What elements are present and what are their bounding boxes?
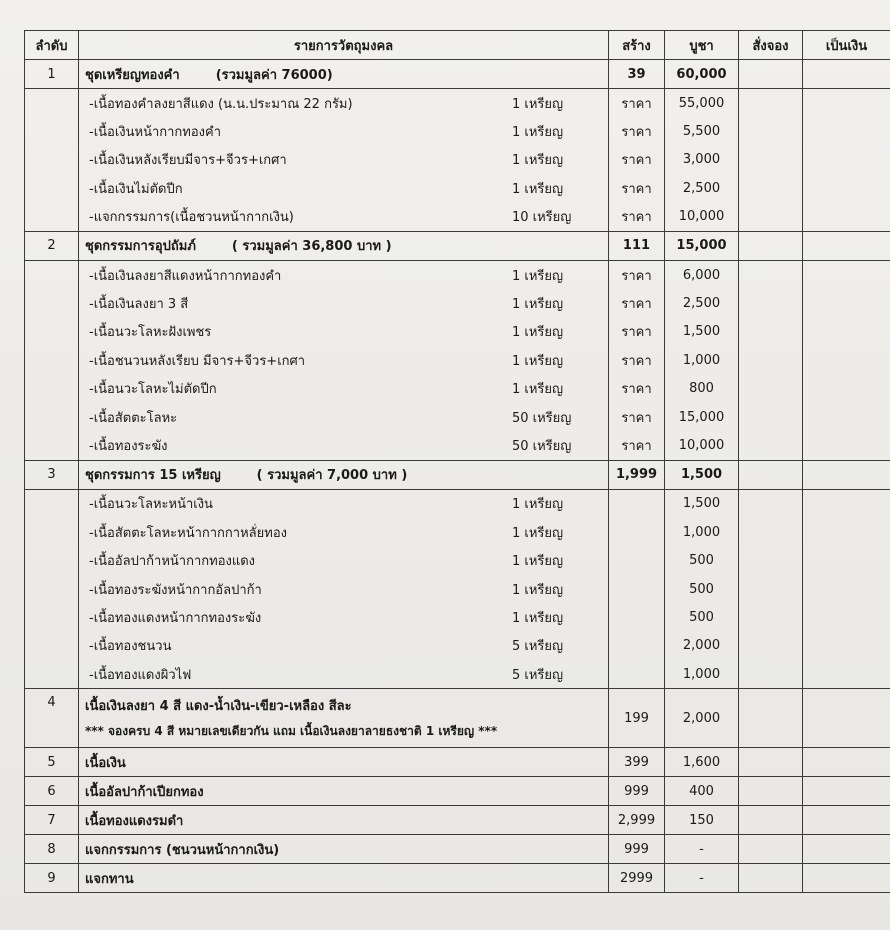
- empty-seq: [25, 117, 79, 145]
- item-wrap: [85, 435, 602, 456]
- item-wrap: [85, 321, 602, 342]
- table-row: [25, 260, 890, 289]
- row-made: 399: [609, 748, 665, 777]
- item-name: -เนื้ออัลปาก้าหน้ากากทองแดง: [89, 554, 256, 570]
- table-row: [25, 117, 890, 145]
- item-qty: 1 เหรียญ: [512, 96, 564, 112]
- table-row: [25, 575, 890, 603]
- row-number: 6: [25, 777, 79, 806]
- item-wrap: [85, 350, 602, 371]
- table-row: [25, 835, 890, 864]
- set-total-note: ( รวมมูลค่า 7,000 บาท ): [256, 468, 408, 484]
- item-price: 15,000: [665, 403, 739, 431]
- header-items: รายการวัตถุมงคล: [79, 31, 609, 60]
- item-cell: [79, 174, 609, 202]
- row-price: 1,600: [665, 748, 739, 777]
- item-wrap: [85, 121, 602, 142]
- item-wrap: [85, 522, 602, 543]
- row-price: 400: [665, 777, 739, 806]
- amount-cell: [803, 518, 890, 546]
- amount-cell: [803, 146, 890, 174]
- item-name: -เนื้อทองคำลงยาสีแดง (น.น.ประมาณ 22 กรัม): [89, 96, 353, 112]
- item-price-label: [609, 603, 665, 631]
- item-cell: [79, 403, 609, 431]
- empty-seq: [25, 603, 79, 631]
- amount-cell: [803, 575, 890, 603]
- row-title: เนื้อเงิน: [85, 755, 126, 771]
- amount-cell: [803, 289, 890, 317]
- reserve-cell: [739, 231, 803, 260]
- reserve-cell: [739, 146, 803, 174]
- item-price: 1,500: [665, 489, 739, 518]
- item-cell: [79, 146, 609, 174]
- item-qty: 1 เหรียญ: [512, 353, 564, 369]
- set-title-cell: [79, 460, 609, 489]
- reserve-cell: [739, 260, 803, 289]
- item-price-label: ราคา: [609, 146, 665, 174]
- reserve-cell: [739, 346, 803, 374]
- amount-cell: [803, 431, 890, 460]
- amount-cell: [803, 346, 890, 374]
- set-price: 1,500: [665, 460, 739, 489]
- row-title-cell: [79, 777, 609, 806]
- item-price: 10,000: [665, 203, 739, 232]
- item-cell: [79, 203, 609, 232]
- row-made: 2999: [609, 864, 665, 893]
- item-wrap: [85, 579, 602, 600]
- amount-cell: [803, 748, 890, 777]
- item-price-label: ราคา: [609, 89, 665, 118]
- reserve-cell: [739, 318, 803, 346]
- reserve-cell: [739, 632, 803, 660]
- item-wrap: [85, 265, 602, 286]
- item-price-label: ราคา: [609, 203, 665, 232]
- reserve-cell: [739, 203, 803, 232]
- empty-seq: [25, 660, 79, 689]
- item-price-label: [609, 660, 665, 689]
- item-name: -เนื้อเงินหลังเรียบมีจาร+จีวร+เกศา: [89, 153, 287, 169]
- amount-cell: [803, 546, 890, 574]
- table-row: [25, 289, 890, 317]
- amount-cell: [803, 806, 890, 835]
- reserve-cell: [739, 689, 803, 748]
- reserve-cell: [739, 748, 803, 777]
- reserve-cell: [739, 174, 803, 202]
- item-qty: 1 เหรียญ: [512, 297, 564, 313]
- empty-seq: [25, 518, 79, 546]
- item-price: 5,500: [665, 117, 739, 145]
- item-price: 1,000: [665, 660, 739, 689]
- row-title: แจกกรรมการ (ชนวนหน้ากากเงิน): [85, 842, 280, 858]
- set-price: 60,000: [665, 60, 739, 89]
- reserve-cell: [739, 117, 803, 145]
- item-qty: 1 เหรียญ: [512, 125, 564, 141]
- item-name: -เนื้อเงินลงยา 3 สี: [89, 297, 189, 313]
- header-made: สร้าง: [609, 31, 665, 60]
- amount-cell: [803, 375, 890, 403]
- amount-cell: [803, 864, 890, 893]
- item-cell: [79, 489, 609, 518]
- set-made: 111: [609, 231, 665, 260]
- reserve-cell: [739, 289, 803, 317]
- item-wrap: [85, 93, 602, 114]
- item-cell: [79, 375, 609, 403]
- row-made: 2,999: [609, 806, 665, 835]
- table-header-row: [25, 31, 890, 60]
- row-made: 999: [609, 835, 665, 864]
- amount-cell: [803, 231, 890, 260]
- empty-seq: [25, 375, 79, 403]
- item-name: -เนื้อทองระฆังหน้ากากอัลปาก้า: [89, 582, 262, 598]
- set-title-cell: [79, 60, 609, 89]
- amount-cell: [803, 603, 890, 631]
- item-name: -เนื้อเงินไม่ตัดปีก: [89, 181, 183, 197]
- row-note: *** จองครบ 4 สี หมายเลขเดียวกัน แถม เนื้อเงินลงยาลายธงชาติ 1 เหรียญ ***: [85, 724, 498, 739]
- table-row: [25, 489, 890, 518]
- item-wrap: [85, 149, 602, 170]
- amount-cell: [803, 460, 890, 489]
- empty-seq: [25, 431, 79, 460]
- item-name: -เนื้อทองระฆัง: [89, 438, 168, 454]
- item-price: 1,500: [665, 318, 739, 346]
- reserve-cell: [739, 489, 803, 518]
- empty-seq: [25, 575, 79, 603]
- item-cell: [79, 89, 609, 118]
- item-price: 500: [665, 603, 739, 631]
- set-price: 15,000: [665, 231, 739, 260]
- empty-seq: [25, 346, 79, 374]
- amount-cell: [803, 777, 890, 806]
- table-row: [25, 403, 890, 431]
- item-price: 500: [665, 546, 739, 574]
- item-price-label: ราคา: [609, 403, 665, 431]
- item-qty: 1 เหรียญ: [512, 181, 564, 197]
- item-price-label: ราคา: [609, 318, 665, 346]
- table-row: [25, 518, 890, 546]
- reserve-cell: [739, 546, 803, 574]
- item-cell: [79, 260, 609, 289]
- amount-cell: [803, 489, 890, 518]
- reserve-cell: [739, 431, 803, 460]
- item-cell: [79, 117, 609, 145]
- reserve-cell: [739, 777, 803, 806]
- empty-seq: [25, 632, 79, 660]
- item-price-label: ราคา: [609, 375, 665, 403]
- table-row: [25, 806, 890, 835]
- table-row: [25, 318, 890, 346]
- item-price-label: ราคา: [609, 346, 665, 374]
- item-cell: [79, 289, 609, 317]
- item-cell: [79, 603, 609, 631]
- set-title: ชุดกรรมการ 15 เหรียญ: [85, 468, 221, 484]
- item-wrap: [85, 664, 602, 685]
- item-name: -เนื้อสัตตะโลหะ: [89, 410, 178, 426]
- item-price-label: [609, 489, 665, 518]
- reserve-cell: [739, 375, 803, 403]
- row-title-cell: [79, 748, 609, 777]
- item-cell: [79, 318, 609, 346]
- amulet-price-table: [24, 30, 890, 893]
- item-price-label: [609, 575, 665, 603]
- row-title-cell: [79, 835, 609, 864]
- item-price: 1,000: [665, 518, 739, 546]
- set-title-cell: [79, 231, 609, 260]
- table-row: [25, 346, 890, 374]
- table-row: [25, 174, 890, 202]
- set-header-row: [25, 60, 890, 89]
- reserve-cell: [739, 518, 803, 546]
- row-title-cell: [79, 806, 609, 835]
- set-total-note: (รวมมูลค่า 76000): [215, 67, 333, 83]
- reserve-cell: [739, 864, 803, 893]
- table-row: [25, 146, 890, 174]
- item-price: 1,000: [665, 346, 739, 374]
- empty-seq: [25, 546, 79, 574]
- amount-cell: [803, 174, 890, 202]
- item-qty: 1 เหรียญ: [512, 497, 564, 513]
- table-row: [25, 89, 890, 118]
- item-qty: 10 เหรียญ: [512, 210, 572, 226]
- item-price: 500: [665, 575, 739, 603]
- reserve-cell: [739, 60, 803, 89]
- item-wrap: [85, 607, 602, 628]
- row-made: 999: [609, 777, 665, 806]
- item-name: -แจกกรรมการ(เนื้อชวนหน้ากากเงิน): [89, 210, 294, 226]
- table-row: [25, 632, 890, 660]
- item-qty: 1 เหรียญ: [512, 525, 564, 541]
- set-total-note: ( รวมมูลค่า 36,800 บาท ): [231, 239, 392, 255]
- reserve-cell: [739, 89, 803, 118]
- item-wrap: [85, 206, 602, 227]
- row-number: 4: [25, 689, 79, 748]
- set-made: 1,999: [609, 460, 665, 489]
- item-price: 2,500: [665, 289, 739, 317]
- row-price: 150: [665, 806, 739, 835]
- item-wrap: [85, 178, 602, 199]
- empty-seq: [25, 174, 79, 202]
- table-row: [25, 203, 890, 232]
- amount-cell: [803, 117, 890, 145]
- row-number: 8: [25, 835, 79, 864]
- item-qty: 50 เหรียญ: [512, 410, 572, 426]
- item-price: 800: [665, 375, 739, 403]
- set-header-row: [25, 460, 890, 489]
- row-title-cell: [79, 689, 609, 748]
- item-cell: [79, 632, 609, 660]
- empty-seq: [25, 89, 79, 118]
- table-row: [25, 864, 890, 893]
- item-price-label: ราคา: [609, 289, 665, 317]
- empty-seq: [25, 289, 79, 317]
- row-title: เนื้ออัลปาก้าเปียกทอง: [85, 784, 204, 800]
- item-price: 10,000: [665, 431, 739, 460]
- item-qty: 1 เหรียญ: [512, 554, 564, 570]
- item-qty: 1 เหรียญ: [512, 582, 564, 598]
- header-reserve: สั่งจอง: [739, 31, 803, 60]
- item-wrap: [85, 378, 602, 399]
- item-price: 2,500: [665, 174, 739, 202]
- amount-cell: [803, 632, 890, 660]
- item-cell: [79, 431, 609, 460]
- item-qty: 50 เหรียญ: [512, 438, 572, 454]
- row-number: 7: [25, 806, 79, 835]
- item-name: -เนื้อทองแดงผิวไฟ: [89, 667, 192, 683]
- item-wrap: [85, 407, 602, 428]
- item-qty: 5 เหรียญ: [512, 639, 564, 655]
- item-price: 3,000: [665, 146, 739, 174]
- row-title: แจกทาน: [85, 871, 134, 887]
- item-name: -เนื้อนวะโลหะฝังเพชร: [89, 325, 212, 341]
- item-price-label: ราคา: [609, 117, 665, 145]
- item-name: -เนื้อทองแดงหน้ากากทองระฆัง: [89, 610, 262, 626]
- row-title: เนื้อทองแดงรมดำ: [85, 813, 184, 829]
- header-offer: บูชา: [665, 31, 739, 60]
- item-price-label: ราคา: [609, 431, 665, 460]
- table-row: [25, 431, 890, 460]
- table-row: [25, 603, 890, 631]
- row-number: 5: [25, 748, 79, 777]
- table-row: [25, 689, 890, 748]
- item-price-label: ราคา: [609, 174, 665, 202]
- item-price: 6,000: [665, 260, 739, 289]
- empty-seq: [25, 260, 79, 289]
- set-header-row: [25, 231, 890, 260]
- reserve-cell: [739, 603, 803, 631]
- item-qty: 1 เหรียญ: [512, 610, 564, 626]
- item-name: -เนื้อนวะโลหะไม่ตัดปีก: [89, 382, 217, 398]
- item-price-label: ราคา: [609, 260, 665, 289]
- set-number: 3: [25, 460, 79, 489]
- amount-cell: [803, 660, 890, 689]
- reserve-cell: [739, 460, 803, 489]
- item-qty: 1 เหรียญ: [512, 268, 564, 284]
- amount-cell: [803, 689, 890, 748]
- item-qty: 1 เหรียญ: [512, 153, 564, 169]
- reserve-cell: [739, 575, 803, 603]
- row-price: -: [665, 864, 739, 893]
- reserve-cell: [739, 403, 803, 431]
- empty-seq: [25, 489, 79, 518]
- table-row: [25, 748, 890, 777]
- set-title: ชุดเหรียญทองคำ: [85, 67, 180, 83]
- empty-seq: [25, 146, 79, 174]
- table-row: [25, 660, 890, 689]
- set-number: 2: [25, 231, 79, 260]
- item-price: 55,000: [665, 89, 739, 118]
- item-name: -เนื้อนวะโลหะหน้าเงิน: [89, 497, 213, 513]
- empty-seq: [25, 318, 79, 346]
- item-price-label: [609, 632, 665, 660]
- reserve-cell: [739, 835, 803, 864]
- empty-seq: [25, 403, 79, 431]
- item-qty: 1 เหรียญ: [512, 325, 564, 341]
- set-made: 39: [609, 60, 665, 89]
- item-name: -เนื้อชนวนหลังเรียบ มีจาร+จีวร+เกศา: [89, 353, 306, 369]
- item-price: 2,000: [665, 632, 739, 660]
- item-name: -เนื้อเงินหน้ากากทองคำ: [89, 125, 222, 141]
- item-qty: 1 เหรียญ: [512, 382, 564, 398]
- item-name: -เนื้อสัตตะโลหะหน้ากากกาหลั่ยทอง: [89, 525, 287, 541]
- reserve-cell: [739, 806, 803, 835]
- amount-cell: [803, 318, 890, 346]
- amount-cell: [803, 260, 890, 289]
- item-wrap: [85, 293, 602, 314]
- table-row: [25, 375, 890, 403]
- reserve-cell: [739, 660, 803, 689]
- item-cell: [79, 518, 609, 546]
- item-cell: [79, 660, 609, 689]
- amount-cell: [803, 835, 890, 864]
- row-made: 199: [609, 689, 665, 748]
- amount-cell: [803, 60, 890, 89]
- row-title: เนื้อเงินลงยา 4 สี แดง-น้ำเงิน-เขียว-เหลือง สีละ: [85, 699, 352, 715]
- item-price-label: [609, 546, 665, 574]
- item-name: -เนื้อเงินลงยาสีแดงหน้ากากทองคำ: [89, 268, 282, 284]
- set-title: ชุดกรรมการอุปถัมภ์: [85, 239, 196, 255]
- amount-cell: [803, 203, 890, 232]
- table-body: [25, 60, 890, 893]
- item-cell: [79, 546, 609, 574]
- item-name: -เนื้อทองชนวน: [89, 639, 172, 655]
- item-qty: 5 เหรียญ: [512, 667, 564, 683]
- row-number: 9: [25, 864, 79, 893]
- item-cell: [79, 575, 609, 603]
- header-seq: ลำดับ: [25, 31, 79, 60]
- item-wrap: [85, 635, 602, 656]
- row-title-cell: [79, 864, 609, 893]
- item-wrap: [85, 550, 602, 571]
- row-price: -: [665, 835, 739, 864]
- row-price: 2,000: [665, 689, 739, 748]
- amount-cell: [803, 89, 890, 118]
- amount-cell: [803, 403, 890, 431]
- item-wrap: [85, 493, 602, 514]
- table-row: [25, 546, 890, 574]
- set-number: 1: [25, 60, 79, 89]
- table-row: [25, 777, 890, 806]
- item-cell: [79, 346, 609, 374]
- item-price-label: [609, 518, 665, 546]
- header-amount: เป็นเงิน: [803, 31, 890, 60]
- empty-seq: [25, 203, 79, 232]
